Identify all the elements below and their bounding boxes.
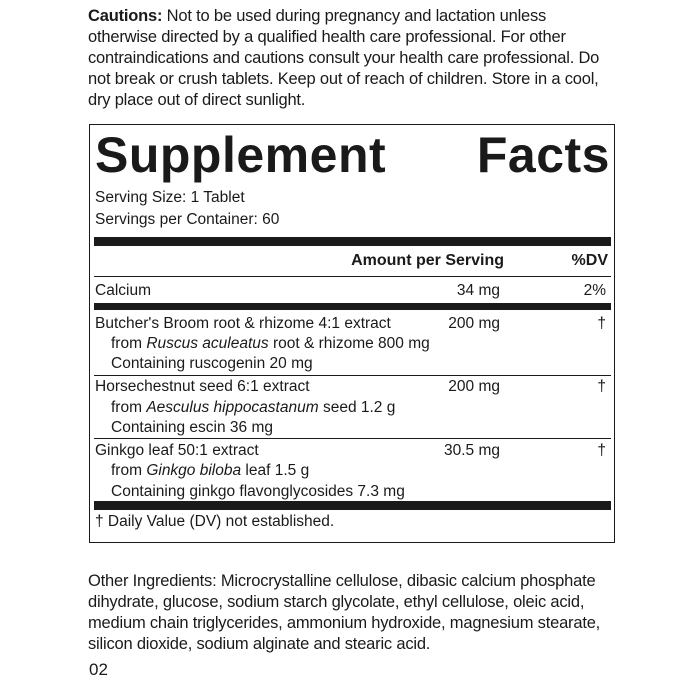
nutrient-name: Ginkgo leaf 50:1 extract [95,442,259,459]
nutrient-amount: 30.5 mg [443,442,500,459]
nutrient-dv: † [597,378,606,395]
nutrient-source: from Ruscus aculeatus root & rhizome 800 mg [111,335,430,352]
divider-line [94,375,611,376]
servings-per-container: Servings per Container: 60 [95,211,280,228]
nutrient-amount: 34 mg [456,282,500,299]
nutrient-dv: 2% [583,282,606,299]
nutrient-source: from Aesculus hippocastanum seed 1.2 g [111,399,396,416]
facts-title [95,125,610,185]
thick-divider-mid [94,303,611,310]
other-ingredients: Other Ingredients: Microcrystalline cellulose, dibasic calcium phosphate dihydrate, glucose, sodium starch glycolate, ethyl cellulose, oleic acid, medium chain triglycerides, ammonium hydroxide, magnesium stearate, silicon dioxide, sodium alginate and stearic acid. [88,572,601,653]
header-amount-per-serving: Amount per Serving [351,252,504,269]
nutrient-amount: 200 mg [448,315,500,332]
header-percent-dv: %DV [571,252,608,269]
thick-divider-top [94,237,611,246]
divider-line [94,276,611,277]
nutrient-name: Butcher's Broom root & rhizome 4:1 extract [95,315,391,332]
facts-title-word1: Supplement [95,127,387,183]
supplement-facts-panel [89,124,615,543]
nutrient-name: Calcium [95,282,151,299]
cautions-paragraph [88,6,608,111]
page-number: 02 [89,660,108,679]
nutrient-name: Horsechestnut seed 6:1 extract [95,378,310,395]
cautions-text: Not to be used during pregnancy and lactation unless otherwise directed by a qualified health care professional. For other contraindications and cautions consult your health care professional. Do not break or crush tablets. Keep out of reach of children. Store in a cool, dry place out of direct sunlight. [88,7,600,109]
nutrient-containing: Containing escin 36 mg [111,419,273,436]
daily-value-footnote: † Daily Value (DV) not established. [95,513,335,530]
nutrient-amount: 200 mg [448,378,500,395]
nutrient-dv: † [597,315,606,332]
thick-divider-bottom [94,501,611,510]
nutrient-source: from Ginkgo biloba leaf 1.5 g [111,462,310,479]
nutrient-dv: † [597,442,606,459]
cautions-label: Cautions: [88,7,163,25]
serving-size: Serving Size: 1 Tablet [95,189,245,206]
nutrient-containing: Containing ginkgo flavonglycosides 7.3 mg [111,483,405,500]
nutrient-containing: Containing ruscogenin 20 mg [111,355,313,372]
facts-title-word2: Facts [476,127,610,183]
divider-line [94,438,611,439]
